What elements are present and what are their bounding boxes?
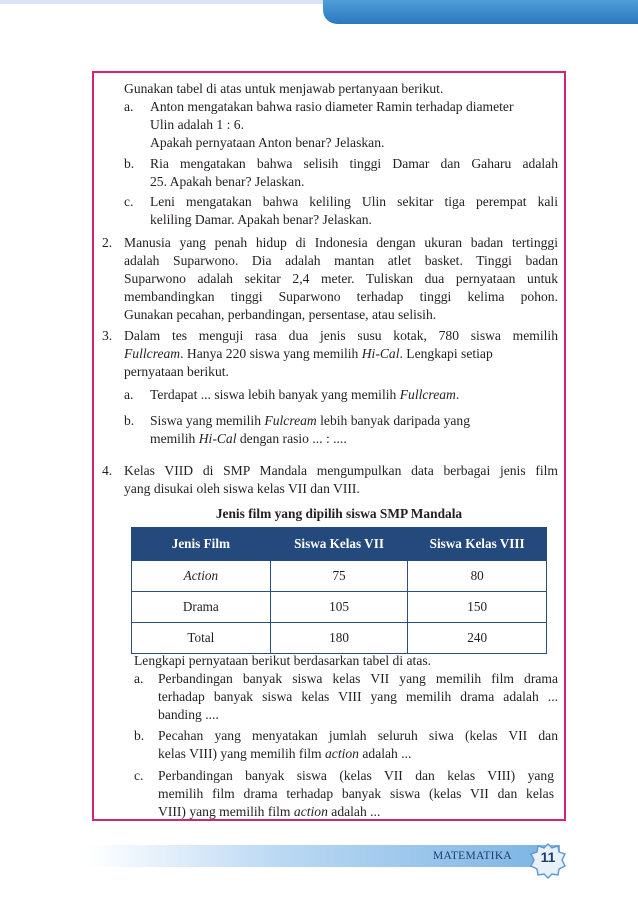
table-row [132,592,547,623]
table-cell: Total [132,623,271,654]
table-cell: 105 [270,592,408,623]
q4-intro: Lengkapi pernyataan berikut berdasarkan tabel di atas. [134,653,432,668]
q2-line: Suparwono adalah sekitar 2,4 meter. Tuliskan dua pernyataan untuk [124,271,558,286]
q4c-label: c. [134,768,144,783]
q3a-body: Terdapat ... siswa lebih banyak yang memilih [150,387,400,402]
table-cell: Drama [132,592,271,623]
table-header-cell: Siswa Kelas VIII [408,528,547,561]
q3b-label: b. [124,413,135,428]
q2-line: membandingkan tinggi Suparwono terhadap tinggi kelima pohon. [124,289,558,304]
q3-line2-text: . Hanya 220 siswa yang memilih [180,346,362,361]
q3b-text4: dengan rasio ... : .... [236,431,347,446]
q3b-line1 [150,412,558,430]
q4b-label: b. [134,728,145,743]
q4-line1: Kelas VIID di SMP Mandala mengumpulkan data berbagai jenis film [124,463,558,478]
q1a-line3: Apakah pernyataan Anton benar? Jelaskan. [150,135,385,150]
table-header-cell: Siswa Kelas VII [270,528,408,561]
q3b-text1: Siswa yang memilih [150,413,265,428]
q1c-line2: keliling Damar. Apakah benar? Jelaskan. [150,212,372,227]
q3-hical: Hi-Cal [361,346,400,361]
intro-text: Gunakan tabel di atas untuk menjawab pertanyaan berikut. [124,81,444,96]
q2-number: 2. [102,235,113,250]
q1a-line2: Ulin adalah 1 : 6. [150,117,245,132]
table-cell: 240 [408,623,547,654]
page-number: 11 [540,849,556,865]
q3a-text [150,386,459,404]
q4a-line3: banding .... [158,707,219,722]
q1b-line1: Ria mengatakan bahwa selisih tinggi Damar dan Gaharu adalah [150,156,558,171]
q1b-label: b. [124,156,135,171]
q1a-line1: Anton mengatakan bahwa rasio diameter Ramin terhadap diameter [150,99,514,114]
q2-line: adalah Suparwono. Dia adalah mantan atlet basket. Tinggi badan [124,253,558,268]
q3-fullcream: Fullcream [124,346,181,361]
q3-line2 [124,345,558,363]
q1a-label: a. [124,99,134,114]
table-cell: 75 [270,561,408,592]
q3b-fulcream: Fulcream [264,413,317,428]
q3b-text2: lebih banyak daripada yang [316,413,470,428]
q4c-line3 [158,803,380,821]
q4c-line1: Perbandingan banyak siswa (kelas VII dan kelas VIII) yang [158,768,554,783]
q3-line2-end: . Lengkapi setiap [399,346,493,361]
q4c-text: VIII) yang memilih film [158,804,294,819]
table-row [132,623,547,654]
q3a-end: . [455,387,460,402]
q3b-hical: Hi-Cal [198,431,237,446]
table-title: Jenis film yang dipilih siswa SMP Mandala [215,506,463,521]
q4b-action: action [325,746,359,761]
q4c-line2: memilih film drama terhadap banyak siswa (kelas VII dan kelas [158,786,554,801]
table-header-cell: Jenis Film [132,528,271,561]
q1b-line2: 25. Apakah benar? Jelaskan. [150,174,305,189]
q1c-label: c. [124,194,134,209]
q3a-italic: Fullcream [399,387,456,402]
q4b-line2 [158,745,411,763]
q4b-end: adalah ... [358,746,412,761]
q1c-line1: Leni mengatakan bahwa keliling Ulin sekitar tiga perempat kali [150,194,558,209]
q4c-end: adalah ... [327,804,381,819]
q2-line: Gunakan pecahan, perbandingan, persentase, atau selisih. [124,307,437,322]
q4a-line2: terhadap banyak siswa kelas VIII yang memilih drama adalah ... [158,689,558,704]
table-cell: 80 [408,561,547,592]
q3b-line2 [150,430,347,448]
q3-number: 3. [102,328,113,343]
q3-line1: Dalam tes menguji rasa dua jenis susu kotak, 780 siswa memilih [124,328,558,343]
q4b-text: kelas VIII) yang memilih film [158,746,325,761]
table-row [132,561,547,592]
q3a-label: a. [124,387,134,402]
footer-subject: MATEMATIKA [433,850,513,862]
table-header-row [132,528,547,561]
q4a-label: a. [134,671,144,686]
q4b-line1: Pecahan yang menyatakan jumlah seluruh siwa (kelas VII dan [158,728,558,743]
q3-line3: pernyataan berikut. [124,364,229,379]
q3b-text3: memilih [150,431,199,446]
table-cell: Action [132,561,271,592]
q4a-line1: Perbandingan banyak siswa kelas VII yang memilih film drama [158,671,558,686]
table-cell: 150 [408,592,547,623]
q4-line2: yang disukai oleh siswa kelas VII dan VIII. [124,481,360,496]
film-table [131,527,547,654]
table-cell: 180 [270,623,408,654]
q2-line: Manusia yang penah hidup di Indonesia dengan ukuran badan tertinggi [124,235,558,250]
q4-number: 4. [102,463,113,478]
q4c-action: action [293,804,328,819]
